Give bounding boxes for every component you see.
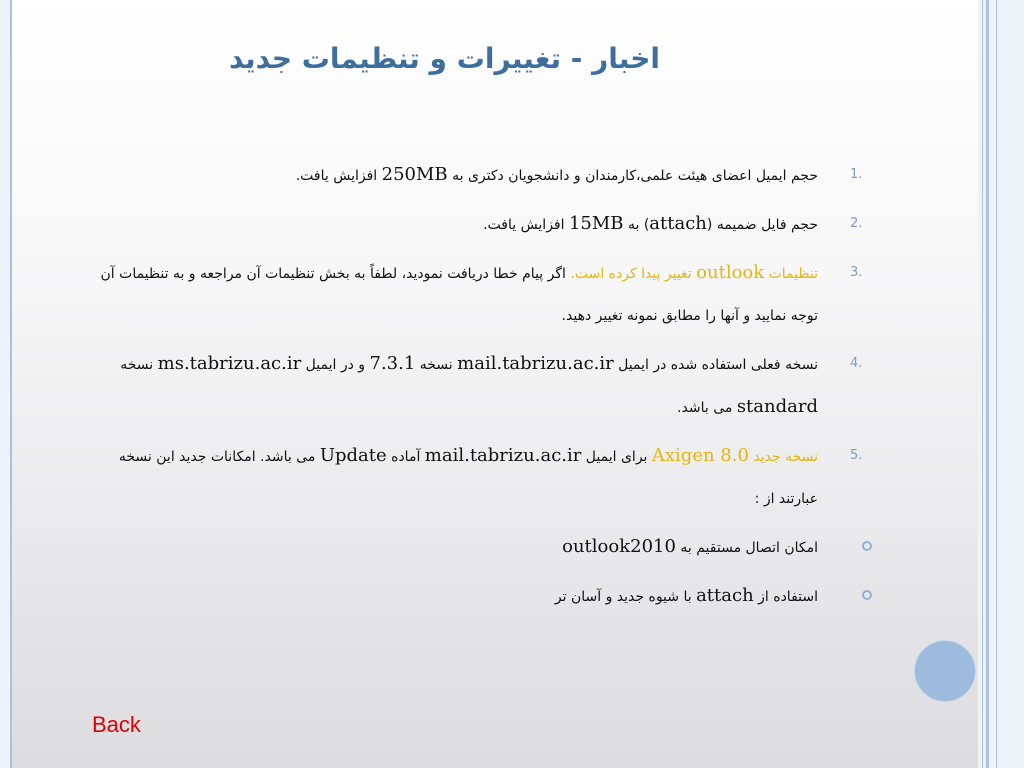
item-text: امکان اتصال مستقیم به — [675, 540, 818, 556]
item-latin-text: standard — [736, 396, 818, 417]
list-item — [96, 252, 876, 337]
item-text: برای ایمیل — [581, 449, 652, 465]
item-text: اگر پیام خطا دریافت نمودید، لطفاً به بخش تنظیمات آن مراجعه و به تنظیمات آن توجه نمایید و آنها را مطابق نمونه تغییر دهید. — [100, 266, 818, 324]
item-highlight-text: تغییر پیدا کرده است. — [570, 266, 697, 282]
item-text: نسخه — [120, 357, 158, 373]
back-link[interactable]: Back — [92, 712, 141, 737]
frame-line — [996, 0, 997, 768]
item-latin-text: mail.tabrizu.ac.ir — [424, 445, 582, 466]
item-latin-text: attach — [696, 585, 754, 606]
frame-line — [982, 0, 983, 768]
item-latin-text: Update — [319, 445, 387, 466]
item-text: ) به — [623, 217, 650, 233]
item-latin-text: ms.tabrizu.ac.ir — [157, 353, 302, 374]
left-frame-border — [0, 0, 12, 768]
list-item — [96, 435, 876, 520]
item-text: استفاده از — [753, 589, 818, 605]
bullet-circle-icon — [862, 590, 872, 600]
frame-line — [986, 0, 989, 768]
item-text: می باشد. امکانات جدید این نسخه عبارتند از : — [118, 449, 818, 507]
item-latin-text: mail.tabrizu.ac.ir — [457, 353, 614, 374]
item-text: حجم ایمیل اعضای هیئت علمی،کارمندان و دانشجویان دکتری به — [447, 168, 818, 184]
item-highlight-latin: outlook — [696, 262, 765, 283]
item-latin-text: 7.3.1 — [369, 353, 416, 374]
list-item — [96, 343, 876, 429]
list-number: 4. — [850, 356, 863, 371]
item-latin-text: 15MB — [568, 213, 624, 234]
list-item — [96, 154, 876, 197]
item-text: نسخه فعلی استفاده شده در ایمیل — [613, 357, 818, 373]
slide-title: اخبار - تغییرات و تنظیمات جدید — [228, 42, 660, 75]
item-latin-text: 250MB — [381, 164, 448, 185]
list-number: 2. — [850, 216, 863, 231]
slide-content — [96, 154, 876, 624]
item-text: با شیوه جدید و آسان تر — [554, 589, 697, 605]
item-latin-text: attach — [649, 213, 707, 234]
list-number: 3. — [850, 265, 863, 280]
right-frame-border — [978, 0, 1024, 768]
bullet-item — [96, 575, 876, 618]
item-text: حجم فایل ضمیمه ( — [706, 217, 818, 233]
decorative-circle — [914, 640, 976, 702]
item-highlight-text: نسخه جدید — [748, 449, 818, 465]
item-text: و در ایمیل — [301, 357, 370, 373]
item-text: افزایش یافت. — [295, 168, 382, 184]
item-text: نسخه — [415, 357, 458, 373]
item-highlight-latin: Axigen 8.0 — [651, 445, 749, 466]
list-number: 5. — [850, 448, 863, 463]
item-text: افزایش یافت. — [483, 217, 569, 233]
item-text: می باشد. — [677, 400, 737, 416]
list-number: 1. — [850, 167, 863, 182]
list-item — [96, 203, 876, 246]
item-latin-text: outlook2010 — [562, 536, 676, 557]
bullet-item — [96, 526, 876, 569]
item-highlight-text: تنظیمات — [764, 266, 818, 282]
bullet-circle-icon — [862, 541, 872, 551]
item-text: آماده — [386, 449, 425, 465]
